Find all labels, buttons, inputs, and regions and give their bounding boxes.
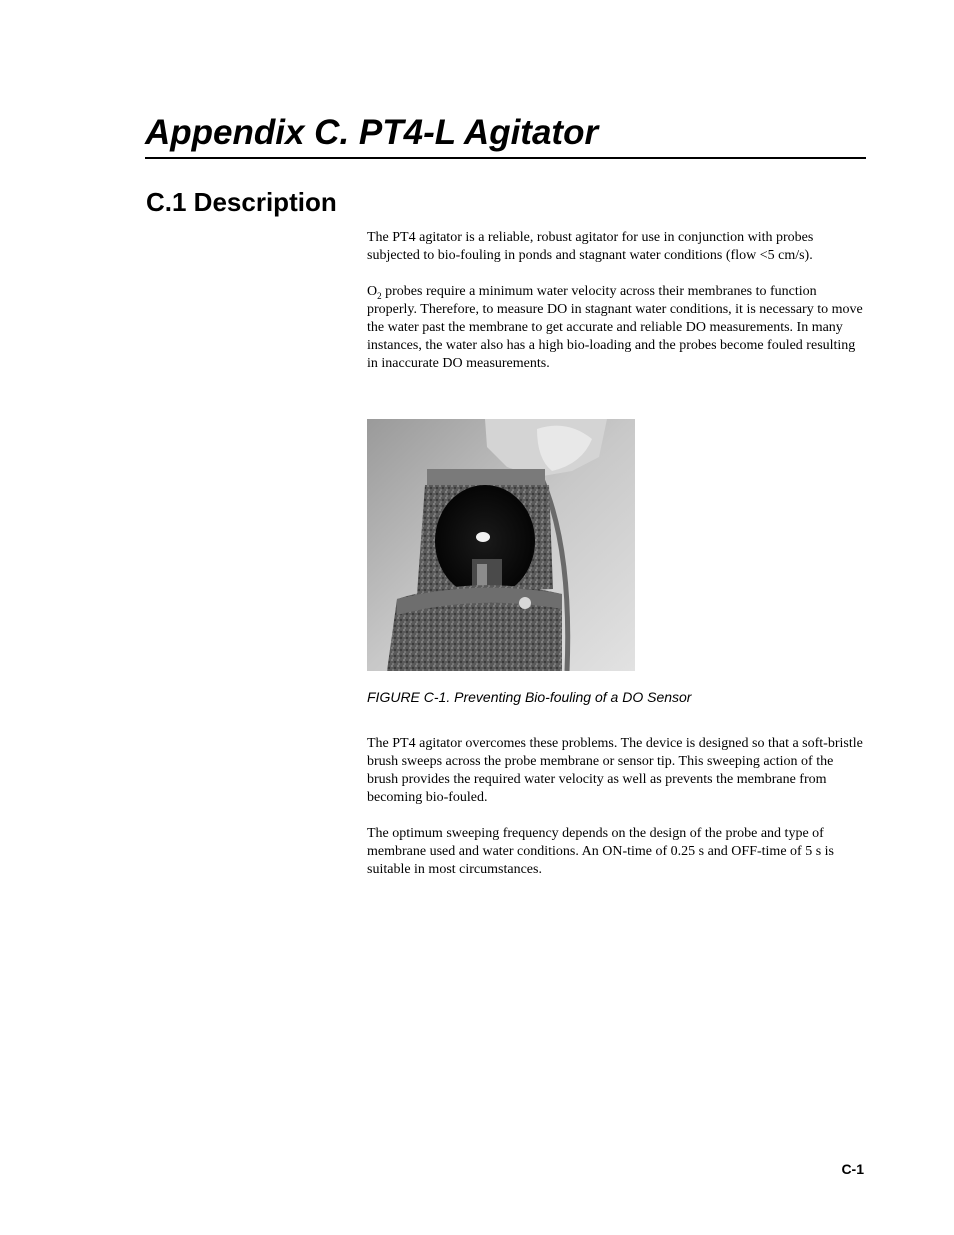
figure-photo [367, 419, 635, 671]
paragraph-o2-text: probes require a minimum water velocity across their membranes to function properly. Therefore, to measure DO in stagnant water conditions, it is necessary to move the water past the membrane to get accurate and reliable DO measurements. In many instances, the water also has a high bio-loading and the probes become fouled resulting in inaccurate DO measurements. [367, 284, 863, 371]
o2-symbol: O [367, 284, 378, 299]
section-heading: C.1 Description [146, 187, 337, 217]
page-number: C-1 [841, 1161, 864, 1177]
paragraph-intro: The PT4 agitator is a reliable, robust agitator for use in conjunction with probes subjected to bio-fouling in ponds and stagnant water conditions (flow <5 cm/s). [367, 230, 814, 263]
paragraph-o2-probes [367, 283, 867, 373]
paragraph-overcomes: The PT4 agitator overcomes these problems. The device is designed so that a soft-bristle brush sweeps across the probe membrane or sensor tip. This sweeping action of the brush provides the required water velocity as well as prevents the membrane from becoming bio-fouled. [367, 736, 863, 805]
paragraph-sweeping-frequency: The optimum sweeping frequency depends on the design of the probe and type of membrane used and water conditions. An ON-time of 0.25 s and OFF-time of 5 s is suitable in most circumstances. [367, 826, 834, 877]
o2-subscript: 2 [377, 290, 382, 301]
appendix-title: Appendix C. PT4-L Agitator [145, 112, 866, 159]
figure-caption: FIGURE C-1. Preventing Bio-fouling of a DO Sensor [367, 689, 692, 705]
